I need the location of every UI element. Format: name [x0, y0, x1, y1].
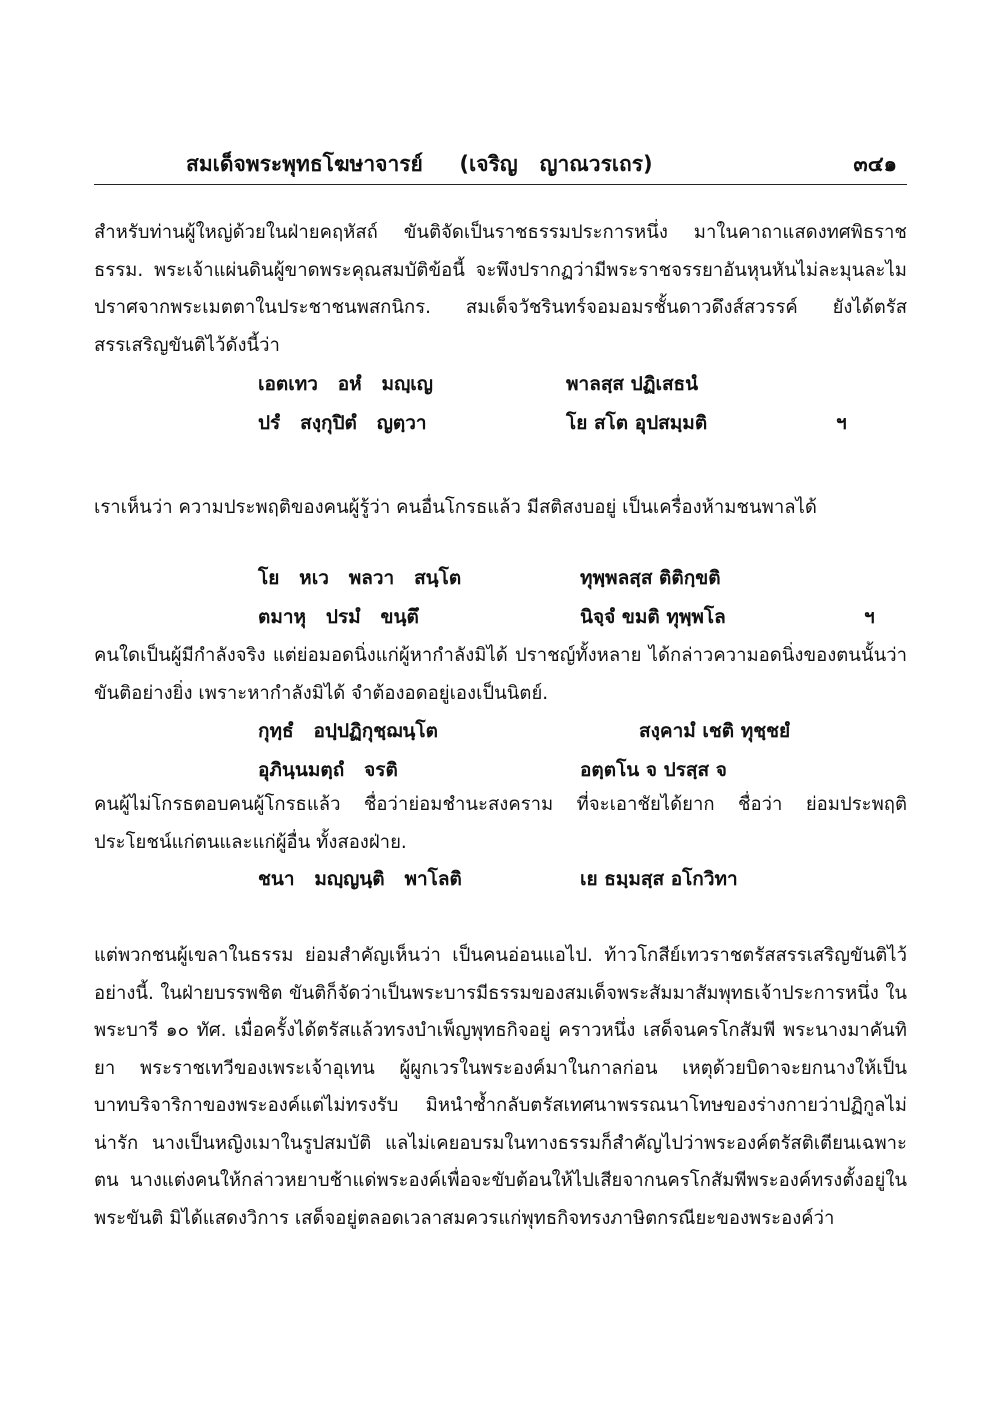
verse-second-half: อตฺตโน จ ปรสฺส จ [580, 759, 727, 781]
verse-second-half: พาลสฺส ปฏิเสธนํ [566, 373, 699, 395]
verse-line [258, 365, 898, 404]
verse-second-half: นิจฺจํ ขมติ ทุพฺพโล [580, 606, 726, 628]
verse-line [258, 598, 898, 637]
paragraph: แต่พวกชนผู้เขลาในธรรม ย่อมสำคัญเห็นว่า เป็นคนอ่อนแอไป. ท้าวโกสีย์เทวราชตรัสสรรเสริญขันติไว้อย่างนี้. ในฝ่ายบรรพชิต ขันติก็จัดว่าเป็นพระบารมีธรรมของสมเด็จพระสัมมาสัมพุทธเจ้าประการหนึ่ง ในพระบารี ๑๐ ทัศ. เมื่อครั้งได้ตรัสแล้วทรงบำเพ็ญพุทธกิจอยู่ คราวหนึ่ง เสด็จนครโกสัมพี พระนางมาคันทิยา พระราชเทวีของเพระเจ้าอุเทน ผู้ผูกเวรในพระองค์มาในกาลก่อน เหตุด้วยบิดาจะยกนางให้เป็นบาทบริจาริกาของพระองค์แต่ไม่ทรงรับ มิหนำซ้ำกลับตรัสเทศนาพรรณนาโทษของร่างกายว่าปฏิกูลไม่น่ารัก นางเป็นหญิงเมาในรูปสมบัติ แลไม่เคยอบรมในทางธรรมก็สำคัญไปว่าพระองค์ตรัสติเตียนเฉพาะตน นางแต่งคนให้กล่าวหยาบช้าแด่พระองค์เพื่อจะขับต้อนให้ไปเสียจากนครโกสัมพีพระองค์ทรงตั้งอยู่ในพระขันติ มิได้แสดงวิการ เสด็จอยู่ตลอดเวลาสมควรแก่พุทธกิจทรงภาษิตกรณียะของพระองค์ว่า [94, 945, 907, 1229]
verse-second-half: สงฺคามํ เชติ ทุชฺชยํ [639, 720, 791, 742]
verse-block [258, 712, 898, 790]
verse-line [258, 860, 898, 899]
verse-first-half: เอตเทว อหํ มญฺเญ [258, 373, 433, 395]
header-title: สมเด็จพระพุทธโฆษาจารย์ (เจริญ ญาณวรเถร) [186, 152, 653, 176]
verse-first-half: โย หเว พลวา สนฺโต [258, 567, 462, 589]
verse-end-mark: ฯ [864, 606, 875, 628]
page-number: ๓๔๑ [853, 152, 897, 176]
verse-first-half: ปรํ สงฺกุปิตํ ญตฺวา [258, 412, 427, 434]
verse-block [258, 559, 898, 637]
verse-second-half: โย สโต อุปสมฺมติ [566, 412, 708, 434]
verse-line [258, 712, 898, 751]
verse-first-half: ชนา มญฺญนฺติ พาโลติ [258, 868, 462, 890]
verse-block [258, 365, 898, 443]
verse-first-half: อุภินฺนมตฺถํ จรติ [258, 759, 398, 781]
verse-first-half: ตมาหุ ปรมํ ขนฺตึ [258, 606, 419, 628]
verse-line [258, 751, 898, 790]
verse-end-mark: ฯ [836, 412, 847, 434]
paragraph: คนผู้ไม่โกรธตอบคนผู้โกรธแล้ว ชื่อว่าย่อมชำนะสงคราม ที่จะเอาชัยได้ยาก ชื่อว่า ย่อมประพฤติประโยชน์แก่ตนและแก่ผู้อื่น ทั้งสองฝ่าย. [94, 794, 907, 853]
page-header [94, 144, 907, 185]
paragraph: สำหรับท่านผู้ใหญ่ด้วยในฝ่ายคฤหัสถ์ ขันติจัดเป็นราชธรรมประการหนึ่ง มาในคาถาแสดงทศพิธราชธรรม. พระเจ้าแผ่นดินผู้ขาดพระคุณสมบัติข้อนี้ จะพึงปรากฏว่ามีพระราชจรรยาอันหุนหันไม่ละมุนละไม ปราศจากพระเมตตาในประชาชนพสกนิกร. สมเด็จวัชรินทร์จอมอมรชั้นดาวดึงส์สวรรค์ ยังได้ตรัสสรรเสริญขันติไว้ดังนี้ว่า [94, 222, 907, 356]
paragraph: เราเห็นว่า ความประพฤติของคนผู้รู้ว่า คนอื่นโกรธแล้ว มีสติสงบอยู่ เป็นเครื่องห้ามชนพาลได้ [94, 497, 817, 518]
paragraph: คนใดเป็นผู้มีกำลังจริง แต่ย่อมอดนิ่งแก่ผู้หากำลังมิได้ ปราชญ์ทั้งหลาย ได้กล่าวความอดนิ่งของตนนั้นว่า ขันติอย่างยิ่ง เพราะหากำลังมิได้ จำต้องอดอยู่เองเป็นนิตย์. [94, 645, 907, 704]
verse-line [258, 404, 898, 443]
verse-second-half: ทุพฺพลสฺส ติติกฺขติ [580, 567, 721, 589]
verse-second-half: เย ธมฺมสฺส อโกวิทา [580, 868, 738, 890]
verse-line [258, 559, 898, 598]
verse-first-half: กุทฺธํ อปฺปฏิกุชฺฌนฺโต [258, 720, 438, 742]
verse-block [258, 860, 898, 899]
